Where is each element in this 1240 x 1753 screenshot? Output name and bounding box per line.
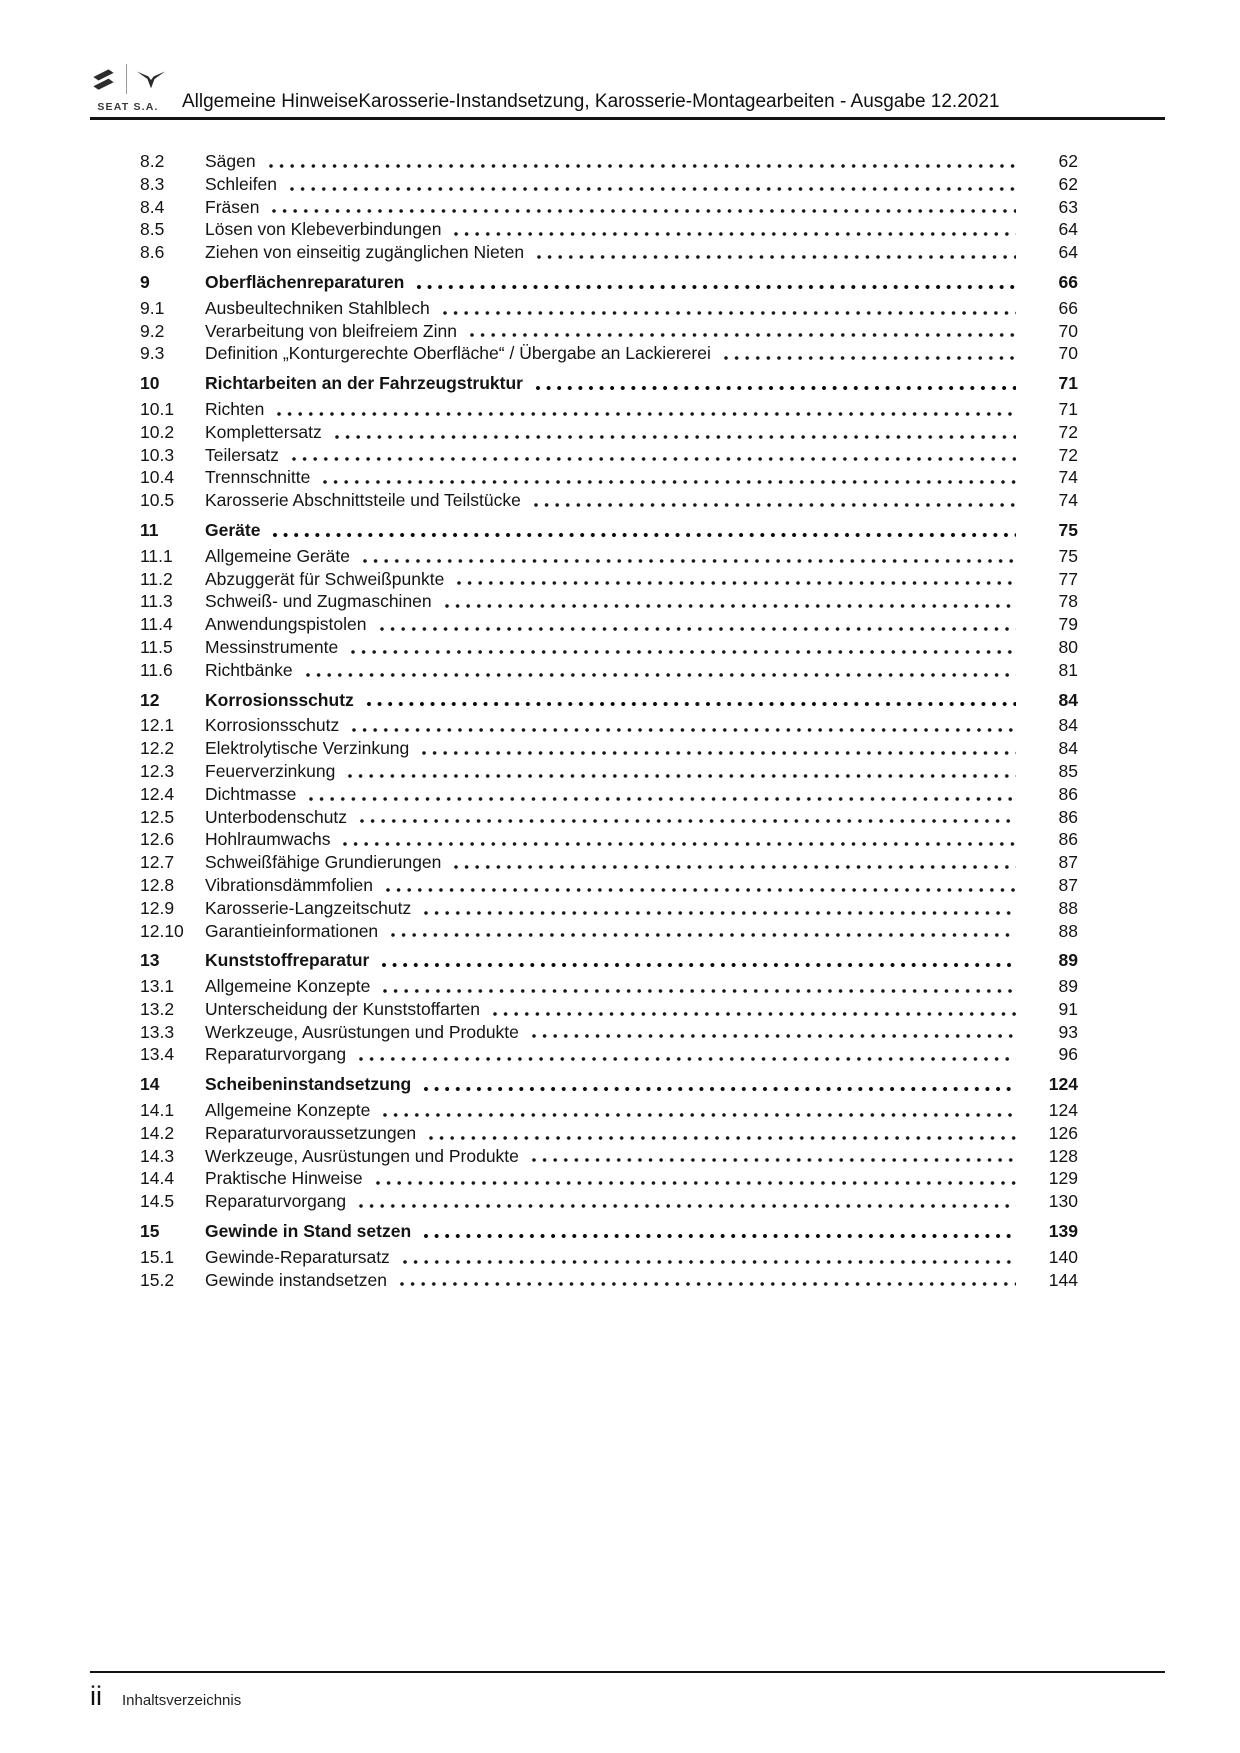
toc-entry-number: 13.3: [140, 1021, 175, 1042]
toc-entry-title: Verarbeitung von bleifreiem Zinn: [205, 320, 457, 341]
toc-entry: [140, 241, 1078, 264]
toc-entry-title: Ausbeultechniken Stahlblech: [205, 297, 430, 318]
toc-entry-number: 12.8: [140, 874, 175, 895]
toc-entry-page: 88: [1058, 920, 1078, 941]
toc-entry-page: 93: [1058, 1021, 1078, 1042]
dot-leader: [454, 864, 1016, 870]
toc-entry-number: 9.2: [140, 320, 165, 341]
toc-entry-title: Werkzeuge, Ausrüstungen und Produkte: [205, 1145, 519, 1166]
dot-leader: [724, 355, 1016, 361]
toc-entry-number: 11.5: [140, 636, 173, 657]
toc-entry: [140, 320, 1078, 343]
dot-leader: [443, 310, 1016, 316]
toc-entry-page: 130: [1048, 1191, 1078, 1212]
toc-entry: [140, 218, 1078, 241]
toc-entry-title: Oberflächenreparaturen: [205, 271, 405, 292]
toc-entry-page: 85: [1058, 760, 1078, 781]
toc-entry: [140, 1167, 1078, 1190]
toc-entry-number: 12.6: [140, 829, 175, 850]
toc-entry: [140, 1043, 1078, 1066]
toc-entry: [140, 806, 1078, 829]
toc-entry: [140, 998, 1078, 1021]
toc-entry-title: Schweiß- und Zugmaschinen: [205, 591, 432, 612]
toc-entry-number: 12.9: [140, 897, 175, 918]
dot-leader: [351, 649, 1016, 655]
toc-entry-page: 124: [1048, 1074, 1078, 1095]
dot-leader: [534, 502, 1016, 508]
toc-entry-page: 89: [1058, 976, 1078, 997]
dot-leader: [470, 332, 1016, 338]
toc-entry-title: Allgemeine Konzepte: [205, 976, 371, 997]
toc-entry-title: Definition „Konturgerechte Oberfläche“ / Übergabe an Lackiererei: [205, 343, 711, 364]
dot-leader: [391, 932, 1016, 938]
document-title: Allgemeine HinweiseKarosserie-Instandsetzung, Karosserie-Montagearbeiten - Ausgabe 12.2021: [182, 91, 1000, 112]
toc-entry-title: Messinstrumente: [205, 636, 339, 657]
dot-leader: [457, 580, 1016, 586]
toc-entry: [140, 949, 1078, 972]
toc-entry-title: Kunststoffreparatur: [205, 950, 370, 971]
toc-entry: [140, 851, 1078, 874]
toc-entry-title: Trennschnitte: [205, 467, 311, 488]
dot-leader: [376, 1180, 1016, 1186]
toc-entry: [140, 760, 1078, 783]
toc-entry: [140, 828, 1078, 851]
toc-entry-title: Anwendungspistolen: [205, 614, 367, 635]
toc-entry-page: 87: [1058, 852, 1078, 873]
toc-entry: [140, 372, 1078, 395]
toc-entry-number: 10.5: [140, 490, 175, 511]
toc-entry: [140, 1122, 1078, 1145]
dot-leader: [383, 1112, 1016, 1118]
toc-entry-number: 11.6: [140, 659, 173, 680]
toc-entry: [140, 714, 1078, 737]
toc-entry-page: 74: [1058, 490, 1078, 511]
toc-entry: [140, 150, 1078, 173]
toc-entry-page: 74: [1058, 467, 1078, 488]
toc-entry-title: Gewinde-Reparatursatz: [205, 1246, 390, 1267]
toc-entry: [140, 466, 1078, 489]
dot-leader: [367, 701, 1016, 707]
toc-entry-title: Vibrationsdämmfolien: [205, 874, 373, 895]
seat-logo-icon: [90, 66, 117, 93]
dot-leader: [359, 1056, 1016, 1062]
toc-entry-title: Garantieinformationen: [205, 920, 379, 941]
toc-entry-page: 86: [1058, 783, 1078, 804]
toc-entry-title: Karosserie Abschnittsteile und Teilstücke: [205, 490, 521, 511]
toc-entry-title: Werkzeuge, Ausrüstungen und Produkte: [205, 1021, 519, 1042]
toc-entry-page: 84: [1058, 738, 1078, 759]
dot-leader: [422, 750, 1016, 756]
toc-entry-page: 72: [1058, 444, 1078, 465]
toc-entry-page: 140: [1048, 1246, 1078, 1267]
dot-leader: [290, 186, 1016, 192]
toc-entry-number: 8.6: [140, 242, 165, 263]
toc-entry-title: Dichtmasse: [205, 783, 297, 804]
toc-entry: [140, 613, 1078, 636]
toc-entry-page: 70: [1058, 343, 1078, 364]
toc-entry: [140, 444, 1078, 467]
toc-entry-title: Schweißfähige Grundierungen: [205, 852, 442, 873]
toc-entry-number: 10.3: [140, 444, 175, 465]
toc-entry-page: 75: [1058, 519, 1078, 540]
toc-entry-title: Teilersatz: [205, 444, 279, 465]
toc-entry-page: 87: [1058, 874, 1078, 895]
dot-leader: [383, 988, 1016, 994]
dot-leader: [386, 887, 1016, 893]
toc-entry-number: 11: [140, 519, 159, 540]
toc-entry: [140, 897, 1078, 920]
toc-entry-page: 86: [1058, 806, 1078, 827]
toc-entry-title: Sägen: [205, 151, 256, 171]
toc-entry-title: Richtarbeiten an der Fahrzeugstruktur: [205, 373, 523, 394]
toc-entry: [140, 421, 1078, 444]
dot-leader: [532, 1157, 1016, 1163]
toc-entry-number: 12.3: [140, 760, 175, 781]
dot-leader: [335, 434, 1016, 440]
toc-entry: [140, 196, 1078, 219]
toc-entry: [140, 636, 1078, 659]
toc-entry-title: Hohlraumwachs: [205, 829, 331, 850]
toc-entry-page: 79: [1058, 614, 1078, 635]
toc-entry-number: 12.10: [140, 920, 184, 941]
table-of-contents: [90, 150, 1165, 1291]
dot-leader: [277, 411, 1016, 417]
toc-entry: [140, 1269, 1078, 1292]
toc-entry-title: Reparaturvorgang: [205, 1191, 347, 1212]
toc-entry-title: Komplettersatz: [205, 421, 322, 442]
toc-entry-number: 14.2: [140, 1122, 175, 1143]
toc-entry: [140, 1099, 1078, 1122]
dot-leader: [380, 626, 1016, 632]
toc-entry: [140, 737, 1078, 760]
toc-entry: [140, 659, 1078, 682]
toc-entry-number: 9.1: [140, 297, 165, 318]
toc-entry-page: 80: [1058, 636, 1078, 657]
toc-entry-page: 81: [1058, 659, 1078, 680]
toc-entry: [140, 271, 1078, 294]
toc-entry-number: 8.4: [140, 196, 165, 217]
toc-entry-number: 11.4: [140, 614, 173, 635]
dot-leader: [306, 672, 1016, 678]
folio-page-number: ii: [90, 1681, 102, 1711]
toc-entry-page: 72: [1058, 421, 1078, 442]
toc-entry-number: 11.1: [140, 545, 173, 566]
toc-entry-page: 124: [1048, 1100, 1078, 1121]
toc-entry-number: 14: [140, 1074, 160, 1095]
toc-entry-title: Unterscheidung der Kunststoffarten: [205, 998, 480, 1019]
dot-leader: [403, 1259, 1016, 1265]
toc-entry-page: 88: [1058, 897, 1078, 918]
toc-entry-title: Fräsen: [205, 196, 260, 217]
toc-entry: [140, 545, 1078, 568]
toc-entry-page: 71: [1058, 398, 1078, 419]
toc-entry-title: Allgemeine Konzepte: [205, 1100, 371, 1121]
dot-leader: [360, 818, 1016, 824]
toc-entry-title: Korrosionsschutz: [205, 715, 340, 736]
logo-divider: [126, 64, 127, 94]
toc-entry-number: 9.3: [140, 343, 165, 364]
toc-entry: [140, 489, 1078, 512]
toc-entry-number: 11.2: [140, 568, 173, 589]
toc-entry: [140, 519, 1078, 542]
toc-entry: [140, 297, 1078, 320]
toc-entry-number: 12.4: [140, 783, 175, 804]
dot-leader: [292, 456, 1016, 462]
toc-entry-number: 12.1: [140, 715, 175, 736]
dot-leader: [424, 1233, 1016, 1239]
toc-entry-number: 15.1: [140, 1246, 175, 1267]
dot-leader: [424, 1086, 1016, 1092]
brand-name: SEAT S.A.: [97, 101, 159, 113]
toc-entry-number: 13.2: [140, 998, 175, 1019]
dot-leader: [343, 841, 1016, 847]
toc-entry-page: 66: [1058, 297, 1078, 318]
toc-entry: [140, 173, 1078, 196]
dot-leader: [273, 532, 1016, 538]
toc-entry: [140, 1021, 1078, 1044]
dot-leader: [417, 284, 1016, 290]
toc-entry-number: 14.5: [140, 1191, 175, 1212]
dot-leader: [323, 479, 1016, 485]
toc-entry: [140, 1190, 1078, 1213]
toc-entry: [140, 1246, 1078, 1269]
toc-entry-title: Allgemeine Geräte: [205, 545, 350, 566]
toc-entry-page: 64: [1058, 219, 1078, 240]
toc-entry-page: 126: [1048, 1122, 1078, 1143]
toc-entry-title: Abzuggerät für Schweißpunkte: [205, 568, 445, 589]
toc-entry-number: 10: [140, 373, 160, 394]
toc-entry-number: 10.1: [140, 398, 175, 419]
toc-entry-page: 129: [1048, 1168, 1078, 1189]
dot-leader: [532, 1033, 1016, 1039]
toc-entry-number: 13.1: [140, 976, 175, 997]
dot-leader: [359, 1203, 1016, 1209]
dot-leader: [454, 231, 1016, 237]
toc-entry-title: Scheibeninstandsetzung: [205, 1074, 412, 1095]
toc-entry: [140, 975, 1078, 998]
toc-entry: [140, 568, 1078, 591]
dot-leader: [536, 385, 1016, 391]
dot-leader: [363, 558, 1016, 564]
toc-entry-number: 14.3: [140, 1145, 175, 1166]
toc-entry-title: Reparaturvoraussetzungen: [205, 1122, 417, 1143]
toc-entry-page: 77: [1058, 568, 1078, 589]
toc-entry: [140, 1145, 1078, 1168]
toc-entry: [140, 590, 1078, 613]
toc-entry-title: Elektrolytische Verzinkung: [205, 738, 410, 759]
toc-entry-title: Ziehen von einseitig zugänglichen Nieten: [205, 242, 525, 263]
toc-entry: [140, 920, 1078, 943]
toc-entry-page: 84: [1058, 715, 1078, 736]
toc-entry-title: Geräte: [205, 519, 261, 540]
toc-entry-title: Karosserie-Langzeitschutz: [205, 897, 412, 918]
toc-entry-page: 128: [1048, 1145, 1078, 1166]
dot-leader: [537, 254, 1016, 260]
toc-entry-page: 62: [1058, 151, 1078, 171]
toc-entry-number: 12.2: [140, 738, 175, 759]
dot-leader: [272, 208, 1016, 214]
dot-leader: [352, 727, 1016, 733]
header-divider-rule: [90, 117, 1165, 120]
toc-entry: [140, 689, 1078, 712]
toc-entry-number: 8.3: [140, 173, 165, 194]
toc-entry-number: 15: [140, 1221, 160, 1242]
toc-entry-page: 86: [1058, 829, 1078, 850]
toc-entry: [140, 874, 1078, 897]
toc-entry: [140, 783, 1078, 806]
toc-entry-number: 14.1: [140, 1100, 175, 1121]
toc-entry-page: 66: [1058, 271, 1078, 292]
dot-leader: [429, 1135, 1016, 1141]
toc-entry-page: 78: [1058, 591, 1078, 612]
toc-entry: [140, 342, 1078, 365]
toc-entry-title: Unterbodenschutz: [205, 806, 348, 827]
brand-logos: [90, 64, 166, 113]
toc-entry-title: Praktische Hinweise: [205, 1168, 363, 1189]
toc-entry: [140, 398, 1078, 421]
dot-leader: [382, 962, 1016, 968]
toc-entry-page: 62: [1058, 173, 1078, 194]
toc-entry-title: Feuerverzinkung: [205, 760, 336, 781]
toc-entry-title: Richten: [205, 398, 265, 419]
toc-entry-title: Korrosionsschutz: [205, 689, 354, 710]
toc-entry-number: 9: [140, 271, 150, 292]
toc-entry-title: Richtbänke: [205, 659, 293, 680]
toc-entry: [140, 1073, 1078, 1096]
toc-entry-number: 14.4: [140, 1168, 175, 1189]
dot-leader: [348, 773, 1016, 779]
toc-entry-page: 71: [1058, 373, 1078, 394]
toc-entry-number: 15.2: [140, 1269, 175, 1290]
toc-entry-number: 12: [140, 689, 160, 710]
toc-entry-page: 75: [1058, 545, 1078, 566]
toc-entry-title: Gewinde in Stand setzen: [205, 1221, 412, 1242]
toc-entry-number: 12.7: [140, 852, 175, 873]
page-footer: [90, 1671, 1165, 1710]
toc-entry-page: 63: [1058, 196, 1078, 217]
page-header: [90, 64, 1165, 113]
dot-leader: [424, 910, 1016, 916]
dot-leader: [493, 1011, 1016, 1017]
toc-entry-title: Reparaturvorgang: [205, 1044, 347, 1065]
toc-entry-page: 91: [1058, 998, 1078, 1019]
toc-entry-title: Gewinde instandsetzen: [205, 1269, 387, 1290]
toc-entry-number: 11.3: [140, 591, 173, 612]
dot-leader: [309, 796, 1016, 802]
toc-entry-page: 96: [1058, 1044, 1078, 1065]
toc-entry-number: 10.4: [140, 467, 175, 488]
toc-entry-number: 8.2: [140, 151, 165, 171]
toc-entry-page: 89: [1058, 950, 1078, 971]
cupra-logo-icon: [136, 66, 166, 93]
dot-leader: [445, 603, 1016, 609]
toc-entry-number: 12.5: [140, 806, 175, 827]
toc-entry-page: 84: [1058, 689, 1078, 710]
toc-entry: [140, 1220, 1078, 1243]
toc-entry-page: 70: [1058, 320, 1078, 341]
dot-leader: [400, 1281, 1016, 1287]
toc-entry-number: 8.5: [140, 219, 165, 240]
toc-entry-number: 13.4: [140, 1044, 175, 1065]
toc-entry-number: 13: [140, 950, 160, 971]
toc-entry-page: 139: [1048, 1221, 1078, 1242]
toc-entry-title: Lösen von Klebeverbindungen: [205, 219, 442, 240]
footer-section-title: Inhaltsverzeichnis: [122, 1692, 242, 1709]
toc-entry-number: 10.2: [140, 421, 175, 442]
footer-divider-rule: [90, 1671, 1165, 1673]
dot-leader: [269, 163, 1016, 169]
toc-entry-page: 144: [1048, 1269, 1078, 1290]
toc-entry-title: Schleifen: [205, 173, 277, 194]
toc-entry-page: 64: [1058, 242, 1078, 263]
